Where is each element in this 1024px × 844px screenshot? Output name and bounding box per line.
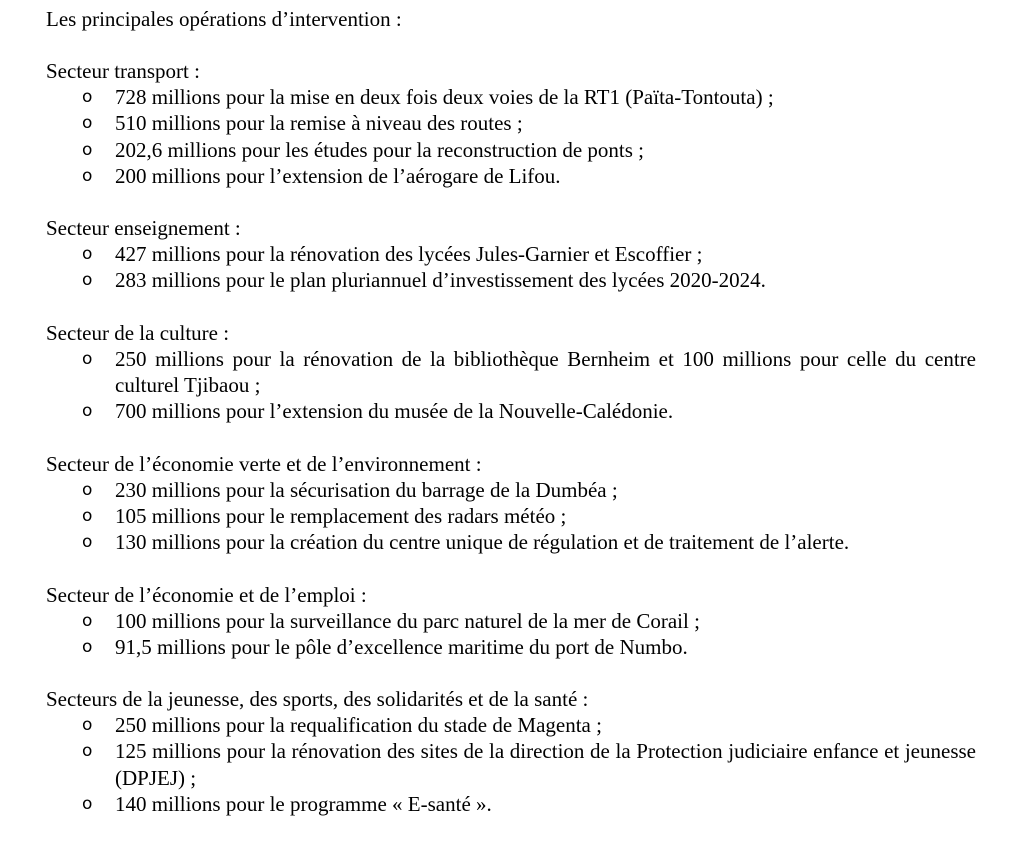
bullet-icon: o (82, 139, 93, 160)
bullet-icon: o (82, 715, 93, 736)
bullet-icon: o (82, 636, 93, 657)
section-title: Secteur de l’économie et de l’emploi : (46, 582, 367, 607)
section-economie-verte (46, 451, 976, 556)
intro-heading: Les principales opérations d’intervention : (46, 7, 402, 31)
item-text: 510 millions pour la remise à niveau des routes ; (115, 111, 523, 136)
document-page (46, 0, 976, 817)
list-item (46, 267, 976, 293)
item-text: 140 millions pour le programme « E-santé ». (115, 792, 492, 817)
list-item (46, 346, 976, 399)
item-text: 125 millions pour la rénovation des sites de la direction de la Protection judiciaire enfance et jeunesse (DPJEJ) ; (115, 739, 976, 790)
item-list (46, 241, 976, 294)
item-text: 283 millions pour le plan pluriannuel d’investissement des lycées 2020-2024. (115, 268, 766, 293)
item-text: 728 millions pour la mise en deux fois deux voies de la RT1 (Païta-Tontouta) ; (115, 85, 774, 109)
section-jeunesse-sports-sante (46, 686, 976, 817)
section-title: Secteur enseignement : (46, 216, 241, 241)
section-title: Secteurs de la jeunesse, des sports, des solidarités et de la santé : (46, 687, 589, 712)
section-title: Secteur transport : (46, 59, 200, 83)
item-list (46, 84, 976, 189)
item-text: 200 millions pour l’extension de l’aérogare de Lifou. (115, 163, 561, 188)
bullet-icon: o (82, 479, 93, 500)
section-economie-emploi (46, 582, 976, 661)
bullet-icon: o (82, 87, 93, 107)
section-title: Secteur de l’économie verte et de l’environnement : (46, 451, 482, 476)
bullet-icon: o (82, 505, 93, 526)
item-list (46, 346, 976, 425)
list-item (46, 791, 976, 817)
list-item (46, 477, 976, 503)
list-item (46, 241, 976, 267)
bullet-icon: o (82, 794, 93, 815)
item-text: 130 millions pour la création du centre unique de régulation et de traitement de l’alerte. (115, 530, 850, 555)
list-item (46, 398, 976, 424)
list-item (46, 712, 976, 738)
bullet-icon: o (82, 401, 93, 422)
item-text: 250 millions pour la requalification du stade de Magenta ; (115, 713, 602, 738)
item-text: 100 millions pour la surveillance du parc naturel de la mer de Corail ; (115, 608, 700, 633)
list-item (46, 608, 976, 634)
bullet-icon: o (82, 113, 93, 134)
section-enseignement (46, 215, 976, 294)
bullet-icon: o (82, 741, 93, 762)
bullet-icon: o (82, 532, 93, 553)
bullet-icon: o (82, 270, 93, 291)
bullet-icon: o (82, 610, 93, 631)
list-item (46, 634, 976, 660)
list-item (46, 110, 976, 136)
item-text: 250 millions pour la rénovation de la bibliothèque Bernheim et 100 millions pour celle du centre culturel Tjibaou ; (115, 346, 976, 398)
section-title: Secteur de la culture : (46, 320, 230, 345)
item-text: 700 millions pour l’extension du musée de la Nouvelle-Calédonie. (115, 399, 674, 424)
list-item (46, 529, 976, 555)
list-item (46, 163, 976, 189)
item-list (46, 712, 976, 817)
item-text: 91,5 millions pour le pôle d’excellence maritime du port de Numbo. (115, 634, 688, 659)
list-item (46, 503, 976, 529)
section-transport (46, 58, 976, 189)
bullet-icon: o (82, 348, 93, 369)
item-list (46, 477, 976, 556)
item-text: 230 millions pour la sécurisation du barrage de la Dumbéa ; (115, 477, 618, 502)
list-item (46, 738, 976, 791)
item-text: 427 millions pour la rénovation des lycées Jules-Garnier et Escoffier ; (115, 242, 703, 267)
item-text: 105 millions pour le remplacement des radars météo ; (115, 503, 567, 528)
list-item (46, 84, 976, 110)
list-item (46, 137, 976, 163)
item-text: 202,6 millions pour les études pour la reconstruction de ponts ; (115, 137, 644, 162)
item-list (46, 608, 976, 661)
bullet-icon: o (82, 244, 93, 265)
bullet-icon: o (82, 165, 93, 186)
section-culture (46, 320, 976, 425)
